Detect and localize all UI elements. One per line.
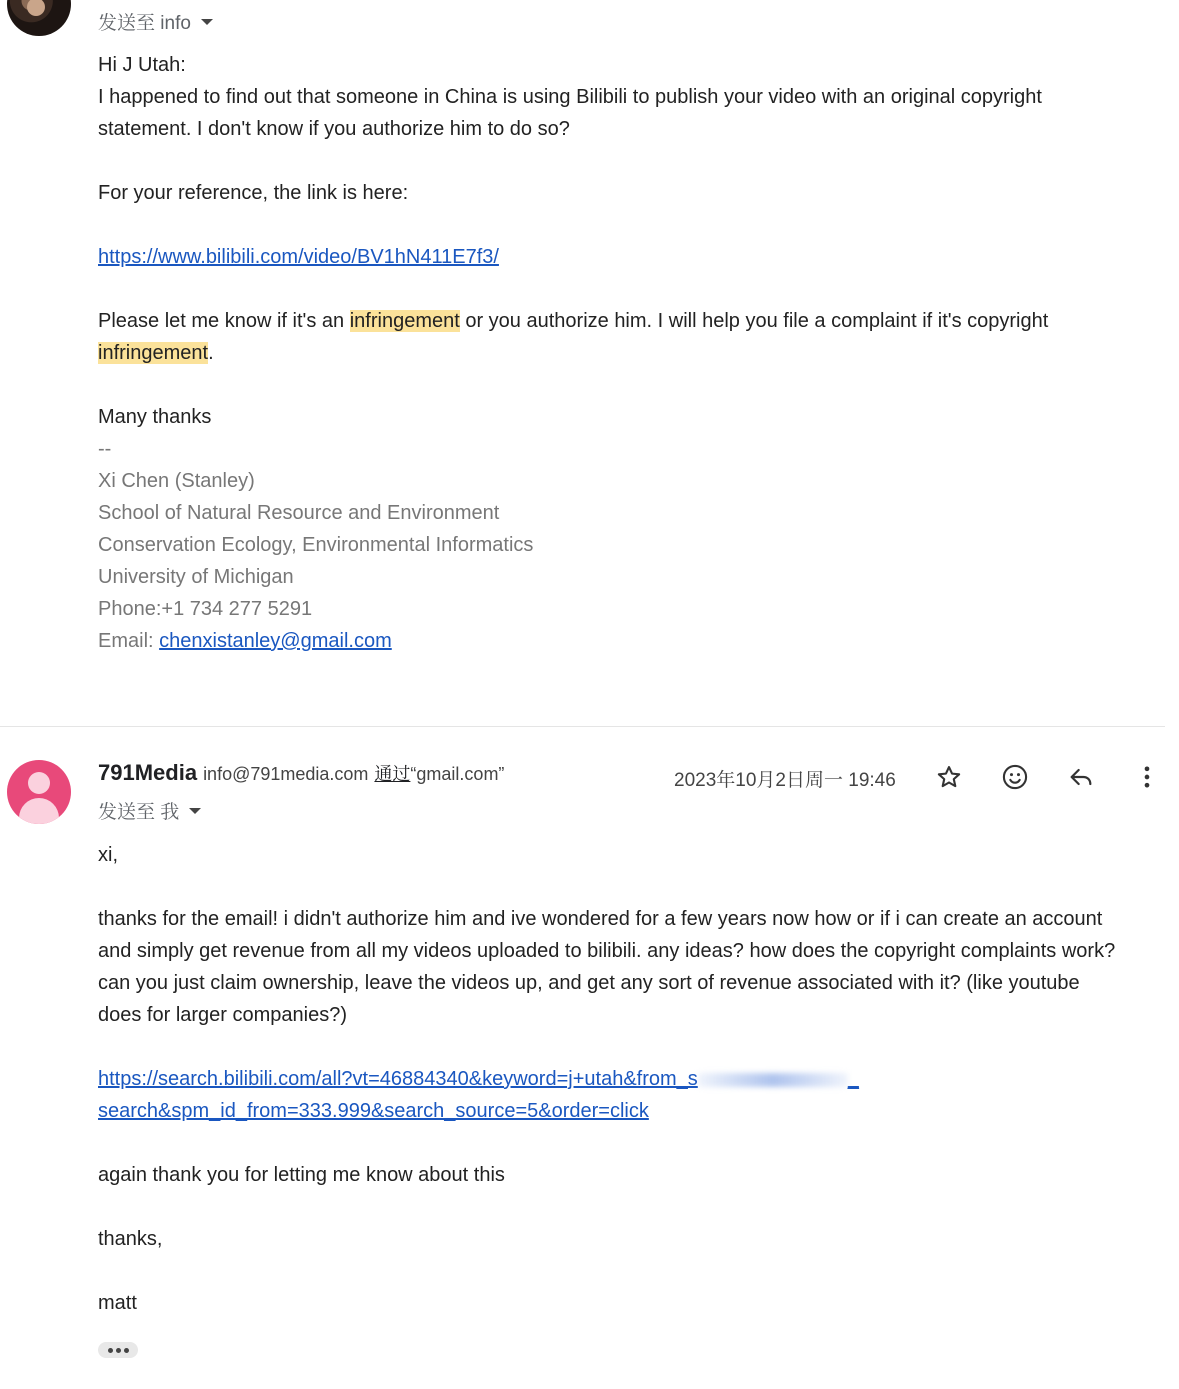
signature-field: Conservation Ecology, Environmental Informatics xyxy=(98,534,534,556)
dropdown-caret-icon xyxy=(201,19,213,25)
more-options-button[interactable] xyxy=(1130,760,1164,794)
reply-icon xyxy=(1067,763,1095,791)
paragraph: thanks for the email! i didn't authorize him and ive wondered for a few years now how or if i can create an account and simply get revenue from all my videos uploaded to bilibili. any ideas? how does the copyright complaints work? can you just claim ownership, leave the videos up, and get any sort of revenue associated with it? (like youtube does for larger companies?) xyxy=(98,908,1116,1026)
email-body-1 xyxy=(98,49,1128,657)
sender-avatar-1[interactable] xyxy=(7,0,71,36)
send-to-label: 发送至 info xyxy=(98,13,191,34)
emoji-icon xyxy=(1001,763,1029,791)
via-domain: “gmail.com” xyxy=(410,764,505,784)
via-link[interactable]: 通过 xyxy=(374,764,411,784)
dropdown-caret-icon xyxy=(189,808,201,814)
sender-header xyxy=(98,760,504,786)
signature-dash: -- xyxy=(98,438,112,460)
bilibili-video-link[interactable]: https://www.bilibili.com/video/BV1hN411E7f3/ xyxy=(98,246,499,268)
greeting: Hi J Utah: xyxy=(98,54,186,76)
message-date[interactable]: 2023年10月2日周一 19:46 xyxy=(674,770,896,791)
paragraph: I happened to find out that someone in China is using Bilibili to publish your video with an original copyright statement. I don't know if you authorize him to do so? xyxy=(98,86,1042,140)
highlight: infringement xyxy=(98,342,209,364)
sender-signoff: matt xyxy=(98,1292,137,1314)
emoji-reaction-button[interactable] xyxy=(998,760,1032,794)
show-trimmed-content-button[interactable] xyxy=(98,1342,138,1358)
sender-email: info@791media.com xyxy=(203,764,369,784)
signature-name: Xi Chen (Stanley) xyxy=(98,470,255,492)
email-body-2 xyxy=(98,839,1128,1319)
star-icon xyxy=(935,763,963,791)
bilibili-search-link[interactable]: https://search.bilibili.com/all?vt=46884340&keyword=j+utah&from_s _ search&spm_id_from=333.999&search_source=5&order=click xyxy=(98,1068,859,1122)
signature-phone: Phone:+1 734 277 5291 xyxy=(98,598,313,620)
send-to-dropdown-2[interactable] xyxy=(98,797,201,824)
signature-university: University of Michigan xyxy=(98,566,294,588)
greeting: xi, xyxy=(98,844,118,866)
more-dots-icon xyxy=(108,1348,113,1353)
send-to-label: 发送至 我 xyxy=(98,802,180,823)
signature-school: School of Natural Resource and Environment xyxy=(98,502,500,524)
infringement-paragraph: Please let me know if it's an infringement or you authorize him. I will help you file a complaint if it's copyright infringement. xyxy=(98,310,1049,364)
star-button[interactable] xyxy=(932,760,966,794)
sender-name[interactable]: 791Media xyxy=(98,760,198,785)
reference-text: For your reference, the link is here: xyxy=(98,182,409,204)
highlight: infringement xyxy=(349,310,460,332)
paragraph: again thank you for letting me know about this xyxy=(98,1164,505,1186)
message-divider xyxy=(0,726,1165,727)
send-to-dropdown-1[interactable] xyxy=(98,8,213,35)
closing: Many thanks xyxy=(98,406,212,428)
signature-email-link[interactable]: chenxistanley@gmail.com xyxy=(159,630,392,652)
blurred-text xyxy=(698,1073,848,1087)
thanks: thanks, xyxy=(98,1228,163,1250)
reply-button[interactable] xyxy=(1064,760,1098,794)
sender-avatar-2[interactable] xyxy=(7,760,71,824)
more-vert-icon xyxy=(1133,763,1161,791)
signature-email: Email: chenxistanley@gmail.com xyxy=(98,630,392,652)
